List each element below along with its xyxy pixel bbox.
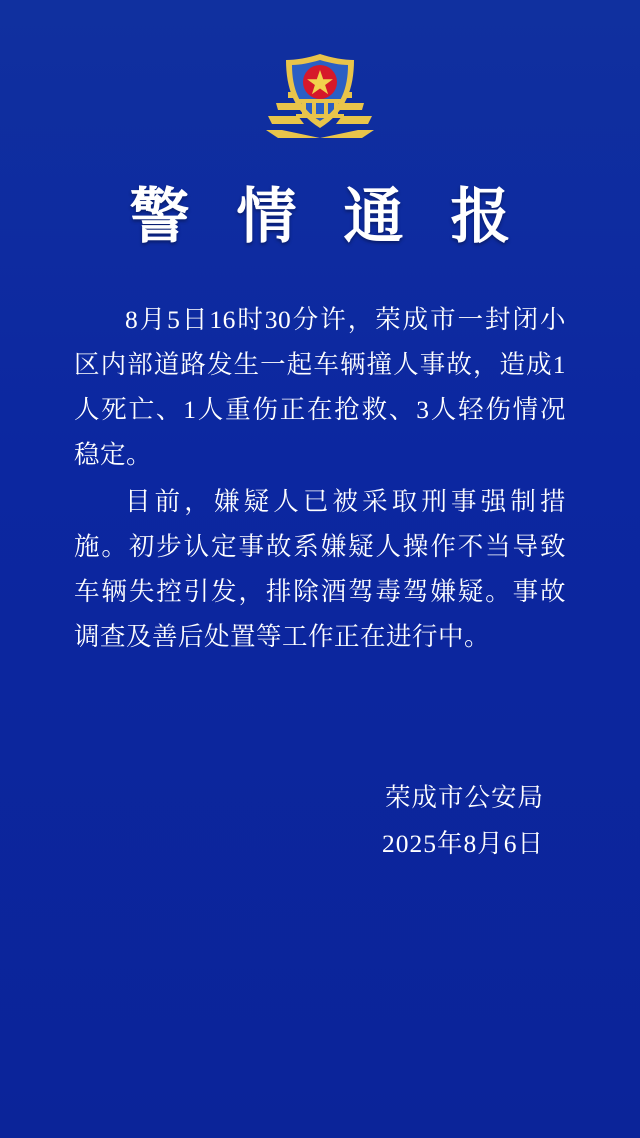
notice-paragraph-1: 8月5日16时30分许，荣成市一封闭小区内部道路发生一起车辆撞人事故，造成1人死亡、1人重伤正在抢救、3人轻伤情况稳定。 <box>74 305 566 469</box>
police-emblem-icon <box>258 46 382 154</box>
notice-body <box>74 297 566 659</box>
notice-paragraph-2: 目前，嫌疑人已被采取刑事强制措施。初步认定事故系嫌疑人操作不当导致车辆失控引发，排除酒驾毒驾嫌疑。事故调查及善后处置等工作正在进行中。 <box>74 487 566 651</box>
emblem-container <box>0 0 640 154</box>
page-title: 警 情 通 报 <box>129 184 527 250</box>
signature-block <box>0 775 640 867</box>
signature-date: 2025年8月6日 <box>381 829 544 858</box>
signature-issuer: 荣成市公安局 <box>384 783 544 812</box>
